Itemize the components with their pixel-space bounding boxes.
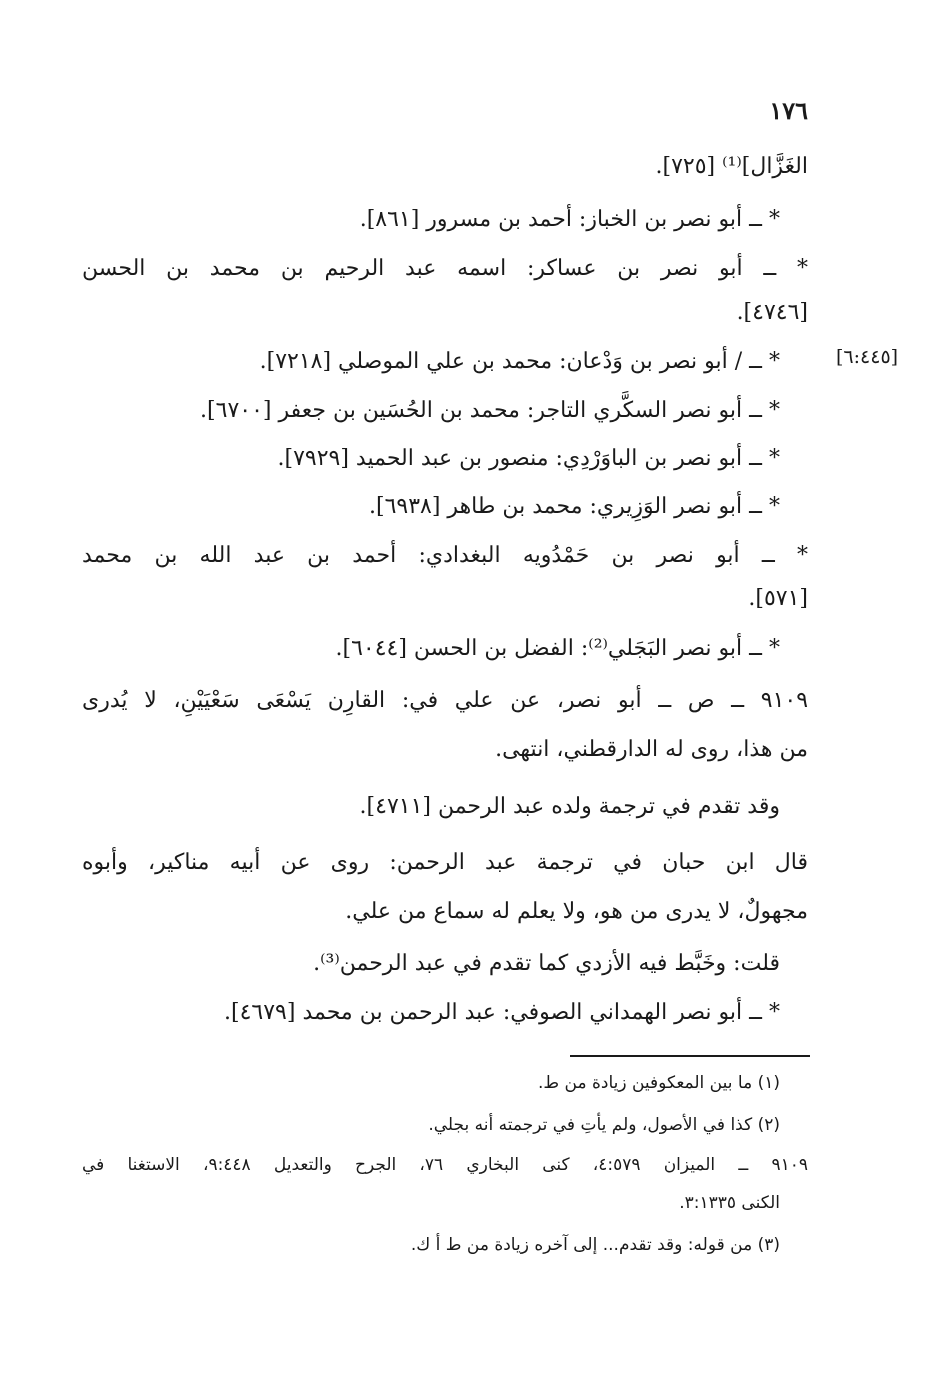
entry-line: * ــ أبو نصر بن الخباز: أحمد بن مسرور [٨٦١]. [359,207,780,232]
body-line: من هذا، روى له الدارقطني، انتهى. [495,737,808,762]
entry-line-numbered: ٩١٠٩ ــ ص ــ أبو نصر، عن علي في: القارِن يَسْعَى سَعْيَيْنِ، لا يُدرى [82,688,809,713]
entry-line: * ــ أبو نصر بن حَمْدُويه البغدادي: أحمد بن عبد الله بن محمد [82,543,808,568]
margin-reference: [٦:٤٤٥] [836,346,899,368]
entry-line: * ــ أبو نصر البَجَلي⁽²⁾: الفضل بن الحسن [٦٠٤٤]. [335,636,780,661]
entry-line: * ــ أبو نصر الهمداني الصوفي: عبد الرحمن بن محمد [٤٦٧٩]. [224,1000,780,1025]
footnote: (١) ما بين المعكوفين زيادة من ط. [538,1073,780,1093]
entry-line: * ــ أبو نصر السكَّري التاجر: محمد بن الحُسَين بن جعفر [٦٧٠٠]. [200,398,780,423]
body-line: [٤٧٤٦]. [736,300,808,325]
body-line: قلت: وخَبَّط فيه الأزدي كما تقدم في عبد الرحمن⁽³⁾. [313,951,780,976]
body-line: مجهولٌ، لا يدرى من هو، ولا يعلم له سماع من علي. [345,899,808,924]
footnote-separator [570,1055,810,1057]
footnote: (٣) من قوله: وقد تقدم... إلى آخره زيادة من ط أ ك. [410,1235,780,1255]
body-line: [٥٧١]. [748,586,808,611]
body-line: وقد تقدم في ترجمة ولده عبد الرحمن [٤٧١١]. [359,794,780,819]
page-number: ١٧٦ [769,96,808,125]
body-line: قال ابن حبان في ترجمة عبد الرحمن: روى عن أبيه مناكير، وأبوه [82,850,808,875]
body-line: الغَزَّال]⁽¹⁾ [٧٢٥]. [655,154,808,179]
footnote: ٩١٠٩ ــ الميزان ٤:٥٧٩، كنى البخاري ٧٦، الجرح والتعديل ٩:٤٤٨، الاستغنا في [82,1155,808,1175]
entry-line: * ــ أبو نصر بن الباوَرْدِي: منصور بن عبد الحميد [٧٩٢٩]. [277,446,780,471]
entry-line: * ــ / أبو نصر بن وَدْعان: محمد بن علي الموصلي [٧٢١٨]. [259,349,780,374]
entry-line: * ــ أبو نصر بن عساكر: اسمه عبد الرحيم بن محمد بن الحسن [82,256,808,281]
entry-line: * ــ أبو نصر الوَزِيري: محمد بن طاهر [٦٩٣٨]. [369,494,780,519]
footnote: (٢) كذا في الأصول، ولم يأتِ في ترجمته أنه بجلي. [428,1115,780,1135]
footnote: الكنى ٣:١٣٣٥. [679,1193,780,1213]
